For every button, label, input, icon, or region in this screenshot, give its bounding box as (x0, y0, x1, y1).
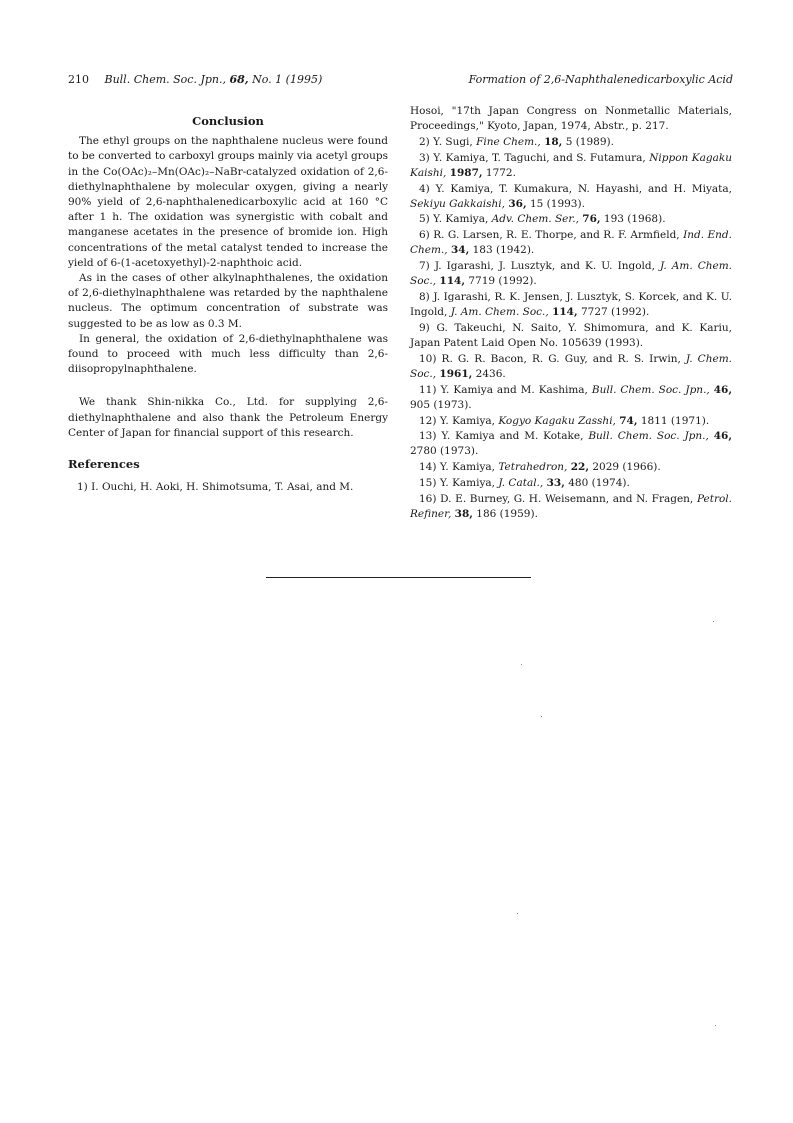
reference-15 (410, 476, 732, 491)
reference-text: I. Ouchi, H. Aoki, H. Shimotsuma, T. Asai, and M. (91, 481, 354, 494)
reference-number: 13) (419, 430, 437, 443)
reference-pages: 480 (1974). (568, 476, 630, 489)
reference-journal: J. Am. Chem. Soc., (450, 306, 549, 319)
reference-volume: 46, (713, 383, 733, 396)
reference-number: 5) (419, 213, 430, 226)
reference-5 (410, 212, 732, 227)
reference-journal: Petrol. Refiner, (410, 492, 733, 520)
reference-pages: 1811 (1971). (640, 414, 710, 427)
reference-1-start (68, 480, 388, 495)
reference-number: 7) (419, 260, 430, 273)
scan-speck (715, 1025, 716, 1026)
reference-text: G. Takeuchi, N. Saito, Y. Shimomura, and K. Kariu, Japan Patent Laid Open No. 105639 (1993). (410, 321, 732, 350)
reference-number: 8) (419, 290, 430, 303)
left-column (68, 104, 388, 496)
reference-pages: 1772. (485, 166, 516, 179)
reference-number: 1) (77, 481, 88, 494)
reference-authors: Y. Kamiya, (433, 213, 489, 226)
reference-16 (410, 492, 732, 522)
reference-number: 16) (419, 492, 437, 505)
reference-number: 2) (419, 135, 430, 148)
reference-1-continued: Hosoi, "17th Japan Congress on Nonmetallic Materials, Proceedings," Kyoto, Japan, 1974, Abstr., p. 217. (410, 105, 732, 133)
page-number: 210 (68, 73, 89, 86)
scan-speck (521, 664, 522, 665)
reference-volume: 36, (508, 197, 527, 210)
reference-10 (410, 352, 732, 382)
reference-6 (410, 228, 732, 258)
reference-7 (410, 259, 732, 289)
journal-issue: No. 1 (1995) (252, 73, 323, 86)
reference-pages: 183 (1942). (472, 244, 535, 257)
reference-authors: Y. Kamiya and M. Kotake, (441, 430, 584, 443)
running-header (68, 73, 733, 89)
reference-14 (410, 460, 732, 475)
reference-pages: 186 (1959). (476, 507, 538, 520)
reference-authors: Y. Kamiya and M. Kashima, (440, 383, 588, 396)
reference-journal: Nippon Kagaku Kaishi, (410, 151, 732, 179)
journal-volume: 68, (229, 73, 249, 86)
reference-authors: Y. Kamiya, (439, 414, 496, 427)
reference-volume: 33, (546, 476, 565, 489)
reference-volume: 114, (552, 306, 578, 319)
reference-pages: 905 (1973). (410, 398, 472, 411)
reference-number: 11) (419, 383, 437, 396)
reference-journal: Tetrahedron, (498, 461, 568, 474)
reference-11 (410, 383, 732, 413)
conclusion-paragraph-3: In general, the oxidation of 2,6-diethylnaphthalene was found to proceed with much less difficulty than 2,6-diisopropylnaphthalene. (68, 332, 388, 376)
reference-pages: 7727 (1992). (580, 306, 650, 319)
reference-volume: 1987, (449, 166, 483, 179)
reference-authors: Y. Kamiya, (439, 476, 496, 489)
conclusion-heading: Conclusion (192, 114, 264, 128)
reference-number: 12) (419, 414, 437, 427)
reference-number: 3) (419, 151, 430, 164)
reference-number: 9) (419, 321, 430, 334)
references-heading: References (68, 457, 140, 472)
reference-volume: 18, (544, 135, 563, 148)
reference-pages: 15 (1993). (529, 197, 585, 210)
running-title: Formation of 2,6-Naphthalenedicarboxylic Acid (468, 73, 733, 86)
scan-speck (713, 621, 714, 622)
reference-number: 6) (419, 229, 430, 242)
reference-13 (410, 429, 732, 459)
reference-volume: 76, (582, 213, 601, 226)
reference-authors: Y. Kamiya, T. Kumakura, N. Hayashi, and H. Miyata, (435, 182, 732, 195)
reference-journal: Bull. Chem. Soc. Jpn., (591, 383, 710, 396)
journal-name: Bull. Chem. Soc. Jpn., (104, 73, 226, 86)
end-of-article-rule (266, 577, 531, 578)
reference-journal: Bull. Chem. Soc. Jpn., (588, 430, 709, 443)
reference-pages: 2436. (475, 367, 506, 380)
reference-journal: Kogyo Kagaku Zasshi, (498, 414, 616, 427)
reference-journal: Fine Chem., (476, 135, 541, 148)
reference-journal: J. Catal., (498, 476, 544, 489)
reference-authors: J. Igarashi, R. K. Jensen, J. Lusztyk, S. Korcek, and K. U. Ingold, (410, 290, 732, 319)
reference-journal: Ind. End. Chem., (410, 229, 732, 257)
reference-number: 10) (419, 352, 437, 365)
reference-pages: 2780 (1973). (410, 445, 479, 458)
reference-volume: 46, (713, 430, 732, 443)
reference-volume: 114, (439, 275, 465, 288)
reference-volume: 34, (451, 244, 470, 257)
conclusion-paragraph-1: The ethyl groups on the naphthalene nucleus were found to be converted to carboxyl groups mainly via acetyl groups in the Co(OAc)₂–Mn(OAc)₂–NaBr-catalyzed oxidation of 2,6-diethylnaphthalene by molecular oxygen, giving a nearly 90% yield of 2,6-naphthalenedicarboxylic acid at 160 °C after 1 h. The oxidation was synergistic with cobalt and manganese acetates in the presence of bromide ion. High concentrations of the metal catalyst tended to increase the yield of 6-(1-acetoxyethyl)-2-naphthoic acid. (68, 135, 388, 269)
reference-8 (410, 290, 732, 320)
reference-authors: J. Igarashi, J. Lusztyk, and K. U. Ingold, (434, 260, 655, 273)
reference-authors: R. G. R. Bacon, R. G. Guy, and R. S. Irwin, (441, 352, 681, 365)
reference-12 (410, 414, 732, 429)
reference-authors: Y. Sugi, (433, 135, 473, 148)
reference-number: 15) (419, 476, 437, 489)
reference-2 (410, 135, 732, 150)
reference-pages: 7719 (1992). (468, 275, 537, 288)
reference-pages: 5 (1989). (565, 135, 614, 148)
reference-journal: Sekiyu Gakkaishi, (410, 197, 505, 210)
reference-pages: 2029 (1966). (592, 461, 661, 474)
reference-journal: Adv. Chem. Ser., (491, 213, 579, 226)
acknowledgment-paragraph: We thank Shin-nikka Co., Ltd. for supplying 2,6-diethylnaphthalene and also thank the Petroleum Energy Center of Japan for financial support of this research. (68, 396, 388, 439)
conclusion-paragraph-2: As in the cases of other alkylnaphthalenes, the oxidation of 2,6-diethylnaphthalene was retarded by the naphthalene nucleus. The optimum concentration of substrate was suggested to be as low as 0.3 M. (68, 272, 388, 330)
reference-number: 4) (419, 182, 430, 195)
reference-volume: 38, (454, 507, 473, 520)
reference-journal: J. Am. Chem. Soc., (410, 260, 733, 288)
scan-speck (541, 716, 542, 717)
reference-authors: D. E. Burney, G. H. Weisemann, and N. Fragen, (440, 492, 694, 505)
reference-authors: Y. Kamiya, T. Taguchi, and S. Futamura, (433, 151, 646, 164)
reference-4 (410, 182, 732, 212)
reference-number: 14) (419, 461, 437, 474)
reference-volume: 1961, (439, 367, 473, 380)
reference-volume: 74, (619, 414, 638, 427)
reference-journal: J. Chem. Soc., (410, 352, 732, 380)
reference-authors: Y. Kamiya, (439, 461, 496, 474)
reference-3 (410, 151, 732, 181)
journal-citation (68, 73, 322, 86)
scan-speck (517, 913, 518, 914)
right-column (410, 104, 732, 522)
reference-9 (410, 321, 732, 351)
reference-pages: 193 (1968). (603, 213, 666, 226)
reference-authors: R. G. Larsen, R. E. Thorpe, and R. F. Armfield, (433, 229, 680, 242)
reference-volume: 22, (570, 461, 590, 474)
